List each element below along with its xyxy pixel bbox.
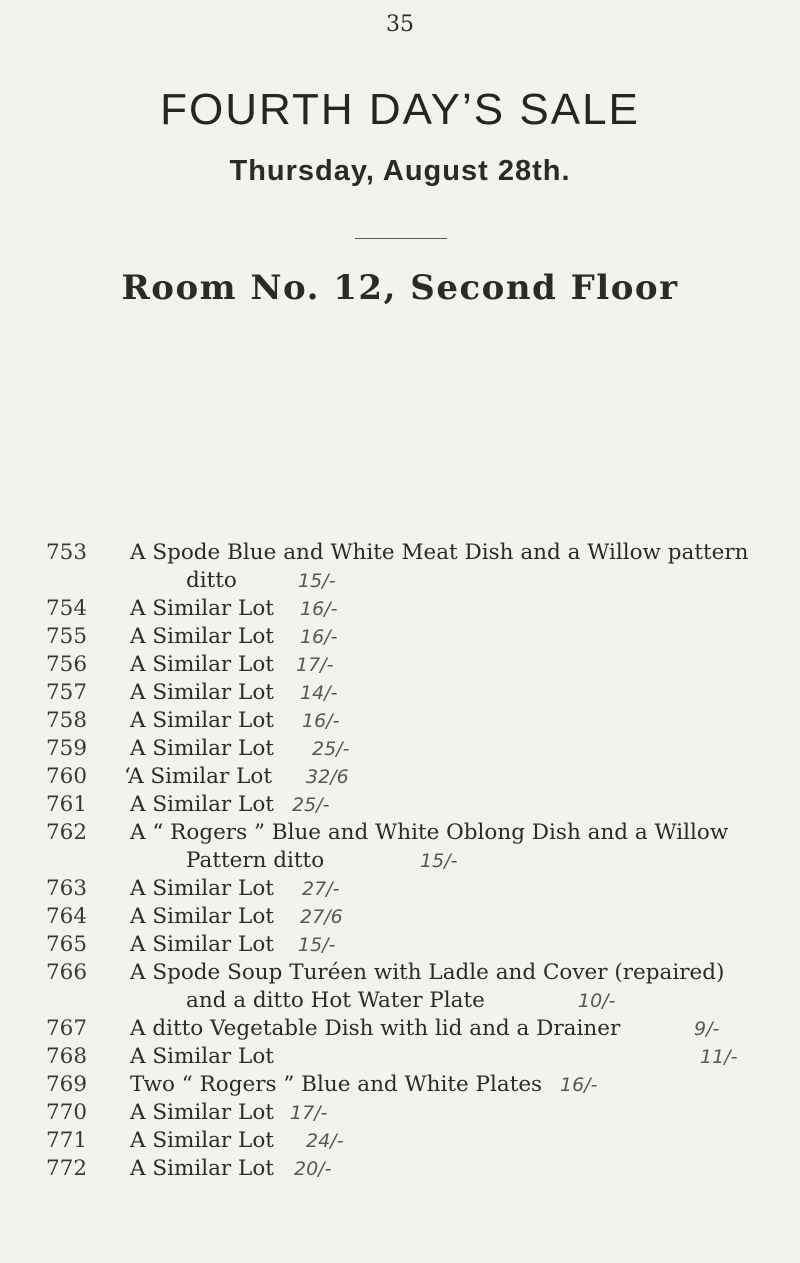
hammer-price: 15/-: [298, 934, 336, 956]
hammer-price: 27/6: [300, 906, 343, 928]
lot-description: A Similar Lot: [130, 652, 274, 677]
lot-number: 754: [46, 596, 88, 621]
lot-number: 765: [46, 932, 88, 957]
lot-number: 772: [46, 1156, 88, 1181]
hammer-price: 16/-: [302, 710, 340, 732]
lot-description: A Similar Lot: [130, 680, 274, 705]
lot-description: A Similar Lot: [130, 792, 274, 817]
lot-description: A Similar Lot: [130, 1128, 274, 1153]
lot-number: 768: [46, 1044, 88, 1069]
lot-number: 760: [46, 764, 88, 789]
lot-description: A Similar Lot: [130, 736, 274, 761]
lot-description: A Spode Soup Turéen with Ladle and Cover (repaired): [130, 960, 725, 985]
sale-title: FOURTH DAY’S SALE: [160, 85, 640, 134]
hammer-price: 24/-: [306, 1130, 344, 1152]
hammer-price: 16/-: [300, 598, 338, 620]
lot-number: 761: [46, 792, 88, 817]
lot-number: 757: [46, 680, 88, 705]
lot-number: 770: [46, 1100, 88, 1125]
hammer-price: 25/-: [292, 794, 330, 816]
lot-number: 755: [46, 624, 88, 649]
lot-number: 756: [46, 652, 88, 677]
lot-description: ‘A Similar Lot: [124, 764, 272, 789]
hammer-price: 25/-: [312, 738, 350, 760]
lot-number: 758: [46, 708, 88, 733]
lot-description: A Similar Lot: [130, 876, 274, 901]
hammer-price: 17/-: [290, 1102, 328, 1124]
lot-number: 766: [46, 960, 88, 985]
lot-number: 762: [46, 820, 88, 845]
lot-description: A Spode Blue and White Meat Dish and a Willow pattern: [130, 540, 749, 565]
lot-description: A Similar Lot: [130, 1044, 274, 1069]
hammer-price: 27/-: [302, 878, 340, 900]
hammer-price: 15/-: [420, 850, 458, 872]
lot-description-cont: and a ditto Hot Water Plate: [186, 988, 485, 1013]
lot-number: 771: [46, 1128, 88, 1153]
lot-number: 763: [46, 876, 88, 901]
lot-number: 767: [46, 1016, 88, 1041]
sale-date: Thursday, August 28th.: [229, 155, 571, 187]
hammer-price: 14/-: [300, 682, 338, 704]
hammer-price: 20/-: [294, 1158, 332, 1180]
lot-number: 759: [46, 736, 88, 761]
lot-description: A Similar Lot: [130, 596, 274, 621]
room-heading: Room No. 12, Second Floor: [121, 268, 679, 308]
hammer-price: 15/-: [298, 570, 336, 592]
hammer-price: 11/-: [700, 1046, 738, 1068]
hammer-price: 16/-: [300, 626, 338, 648]
hammer-price: 32/6: [306, 766, 349, 788]
lot-description: A ditto Vegetable Dish with lid and a Drainer: [130, 1016, 621, 1041]
hammer-price: 10/-: [578, 990, 616, 1012]
page-number: 35: [386, 12, 414, 37]
lot-description: Two “ Rogers ” Blue and White Plates: [130, 1072, 543, 1097]
lot-number: 764: [46, 904, 88, 929]
lot-description: A Similar Lot: [130, 624, 274, 649]
lot-description: A Similar Lot: [130, 932, 274, 957]
hammer-price: 16/-: [560, 1074, 598, 1096]
lot-number: 753: [46, 540, 88, 565]
hammer-price: 9/-: [694, 1018, 720, 1040]
lot-description-cont: ditto: [186, 568, 237, 593]
lot-description: A Similar Lot: [130, 1100, 274, 1125]
lot-number: 769: [46, 1072, 88, 1097]
lot-description: A Similar Lot: [130, 1156, 274, 1181]
lot-description: A Similar Lot: [130, 904, 274, 929]
hammer-price: 17/-: [296, 654, 334, 676]
lot-description: A “ Rogers ” Blue and White Oblong Dish and a Willow: [130, 820, 729, 845]
lot-description-cont: Pattern ditto: [186, 848, 325, 873]
lot-description: A Similar Lot: [130, 708, 274, 733]
